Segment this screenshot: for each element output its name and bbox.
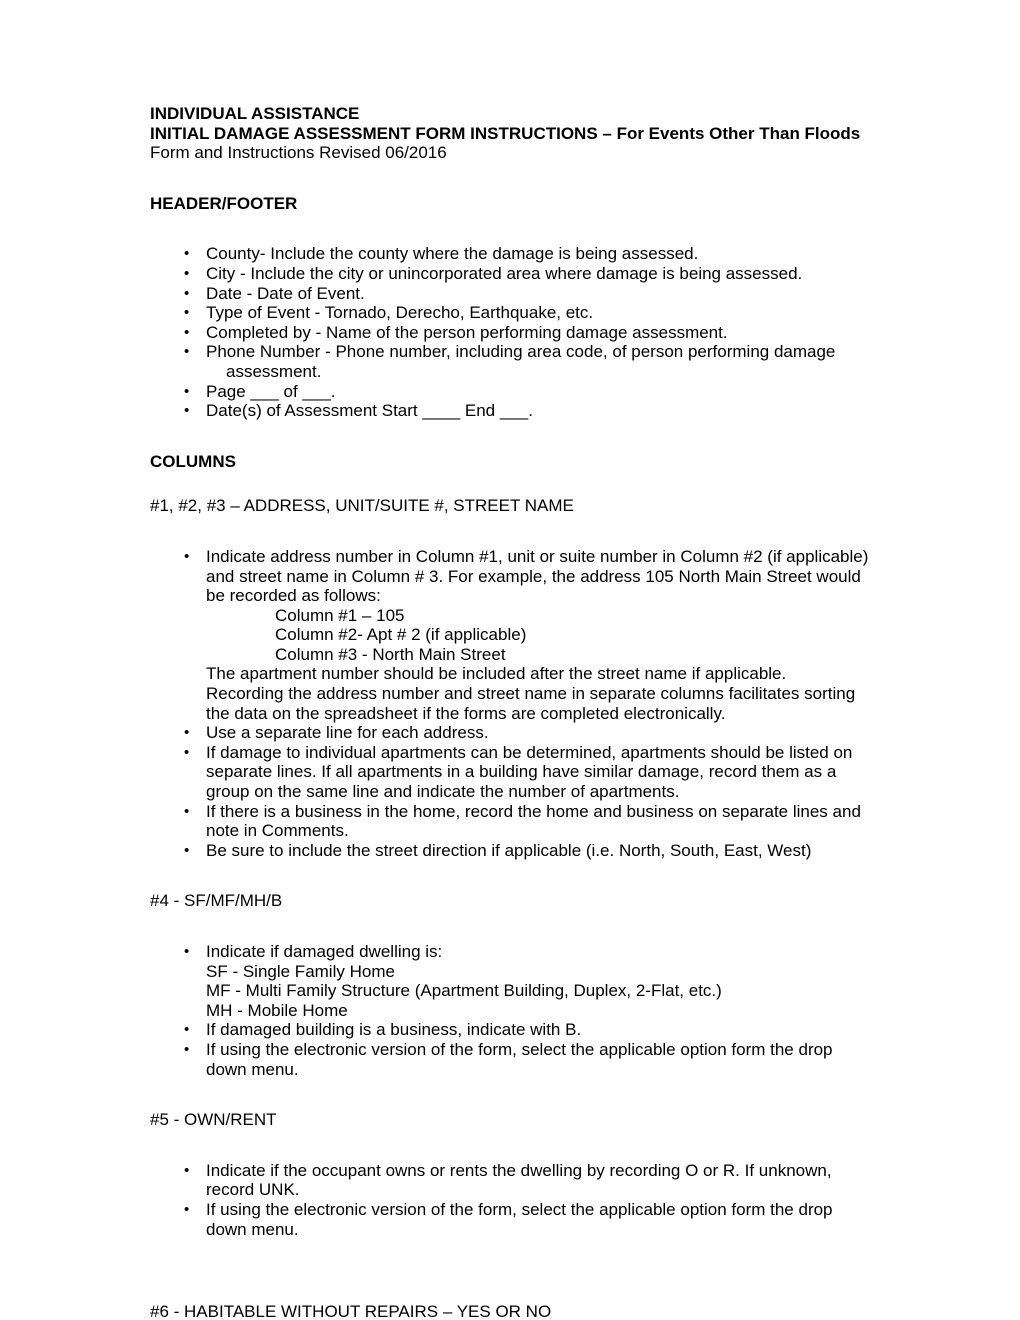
- list-item-text: Use a separate line for each address.: [206, 723, 489, 743]
- list-item-text: If damaged building is a business, indicate with B.: [206, 1020, 582, 1040]
- list-item: [150, 743, 870, 802]
- subsection-heading-item-5: #5 - OWN/RENT: [150, 1110, 277, 1130]
- document-title-line-1: INDIVIDUAL ASSISTANCE: [150, 104, 360, 123]
- list-item: [150, 284, 870, 304]
- columns-bullet-list: [150, 547, 870, 861]
- bullet-icon: •: [184, 1040, 190, 1058]
- bullet-icon: •: [184, 1021, 190, 1039]
- list-item-text: Date - Date of Event.: [206, 283, 365, 303]
- list-item-text: If there is a business in the home, record the home and business on separate lines and note in Comments.: [206, 801, 861, 841]
- item-4-bullet-list: [150, 942, 870, 1079]
- subsection-heading-item-4: #4 - SF/MF/MH/B: [150, 891, 283, 911]
- bullet-icon: •: [184, 264, 190, 282]
- dwelling-type-mf: MF - Multi Family Structure (Apartment Building, Duplex, 2-Flat, etc.): [206, 981, 722, 1001]
- subsection-heading-item-6: #6 - HABITABLE WITHOUT REPAIRS – YES OR NO: [150, 1302, 552, 1320]
- list-item-note-1: The apartment number should be included after the street name if applicable.: [206, 664, 787, 684]
- list-item: [150, 942, 870, 1020]
- list-item: [150, 342, 870, 381]
- list-item-text: Indicate if the occupant owns or rents the dwelling by recording O or R. If unknown, record UNK.: [206, 1160, 832, 1200]
- list-item-text: If damage to individual apartments can be determined, apartments should be listed on separate lines. If all apartments in a building have similar damage, record them as a group on the same line and indicate the number of apartments.: [206, 742, 853, 802]
- list-item-text: Type of Event - Tornado, Derecho, Earthquake, etc.: [206, 303, 594, 323]
- list-item: [150, 323, 870, 343]
- list-item: [150, 303, 870, 323]
- spacer: [150, 1130, 870, 1161]
- bullet-icon: •: [184, 943, 190, 960]
- list-item: [150, 264, 870, 284]
- example-line-column-2: Column #2- Apt # 2 (if applicable): [275, 625, 527, 645]
- list-item-text: Indicate address number in Column #1, unit or suite number in Column #2 (if applicable) and street name in Column # 3. For example, the address 105 North Main Street would be recorded as follows:: [206, 546, 869, 606]
- spacer: [150, 516, 870, 547]
- spacer: [150, 1277, 870, 1302]
- list-item: [150, 401, 870, 421]
- spacer: [150, 163, 870, 194]
- spacer: [150, 421, 870, 452]
- spacer: [150, 213, 870, 244]
- spacer: [150, 471, 870, 496]
- bullet-icon: •: [184, 284, 190, 302]
- section-heading-columns: COLUMNS: [150, 451, 236, 471]
- bullet-icon: •: [184, 1161, 190, 1179]
- list-item: [150, 1040, 870, 1079]
- bullet-icon: •: [184, 841, 190, 859]
- example-line-column-3: Column #3 - North Main Street: [275, 644, 506, 664]
- list-item: [150, 1200, 870, 1239]
- list-item: [150, 1161, 870, 1200]
- bullet-icon: •: [184, 323, 190, 341]
- bullet-icon: •: [184, 402, 190, 420]
- item-5-bullet-list: [150, 1161, 870, 1239]
- example-line-column-1: Column #1 – 105: [275, 605, 405, 625]
- document-revision-line: Form and Instructions Revised 06/2016: [150, 143, 447, 163]
- subsection-heading-address: #1, #2, #3 – ADDRESS, UNIT/SUITE #, STREET NAME: [150, 496, 574, 516]
- bullet-icon: •: [184, 304, 190, 322]
- list-item: [150, 547, 870, 723]
- list-item: [150, 841, 870, 861]
- bullet-icon: •: [184, 382, 190, 400]
- list-item: [150, 244, 870, 264]
- bullet-icon: •: [184, 1200, 190, 1218]
- list-item-note-2: Recording the address number and street name in separate columns facilitates sorting the data on the spreadsheet if the forms are completed electronically.: [206, 684, 856, 723]
- list-item-text: If using the electronic version of the form, select the applicable option form the drop down menu.: [206, 1039, 833, 1079]
- bullet-icon: •: [184, 802, 190, 820]
- document-body: [150, 104, 870, 1320]
- list-item-text: City - Include the city or unincorporated area where damage is being assessed.: [206, 263, 803, 283]
- dwelling-type-sf: SF - Single Family Home: [206, 961, 395, 981]
- list-item-subtext: assessment.: [226, 361, 322, 381]
- list-item-text: Phone Number - Phone number, including area code, of person performing damage: [206, 342, 836, 362]
- bullet-icon: •: [184, 245, 190, 263]
- spacer: [150, 1079, 870, 1110]
- list-item-text: Be sure to include the street direction if applicable (i.e. North, South, East, West): [206, 840, 812, 860]
- list-item-text: Completed by - Name of the person performing damage assessment.: [206, 322, 728, 342]
- list-item-text: County- Include the county where the damage is being assessed.: [206, 244, 699, 264]
- header-footer-bullet-list: [150, 244, 870, 420]
- bullet-icon: •: [184, 547, 190, 565]
- section-heading-header-footer: HEADER/FOOTER: [150, 193, 298, 213]
- list-item: [150, 1020, 870, 1040]
- document-title-line-2: INITIAL DAMAGE ASSESSMENT FORM INSTRUCTIONS – For Events Other Than Floods: [150, 123, 861, 143]
- list-item: [150, 723, 870, 743]
- bullet-icon: •: [184, 343, 190, 361]
- list-item-text: Indicate if damaged dwelling is:: [206, 942, 443, 961]
- spacer: [150, 1239, 870, 1277]
- list-item-text: Date(s) of Assessment Start ____ End ___.: [206, 401, 533, 421]
- list-item: [150, 802, 870, 841]
- spacer: [150, 911, 870, 942]
- list-item-text: If using the electronic version of the form, select the applicable option form the drop down menu.: [206, 1199, 833, 1239]
- list-item-text: Page ___ of ___.: [206, 381, 336, 401]
- bullet-icon: •: [184, 743, 190, 761]
- spacer: [150, 860, 870, 891]
- dwelling-type-mh: MH - Mobile Home: [206, 1000, 348, 1020]
- list-item: [150, 382, 870, 402]
- bullet-icon: •: [184, 724, 190, 742]
